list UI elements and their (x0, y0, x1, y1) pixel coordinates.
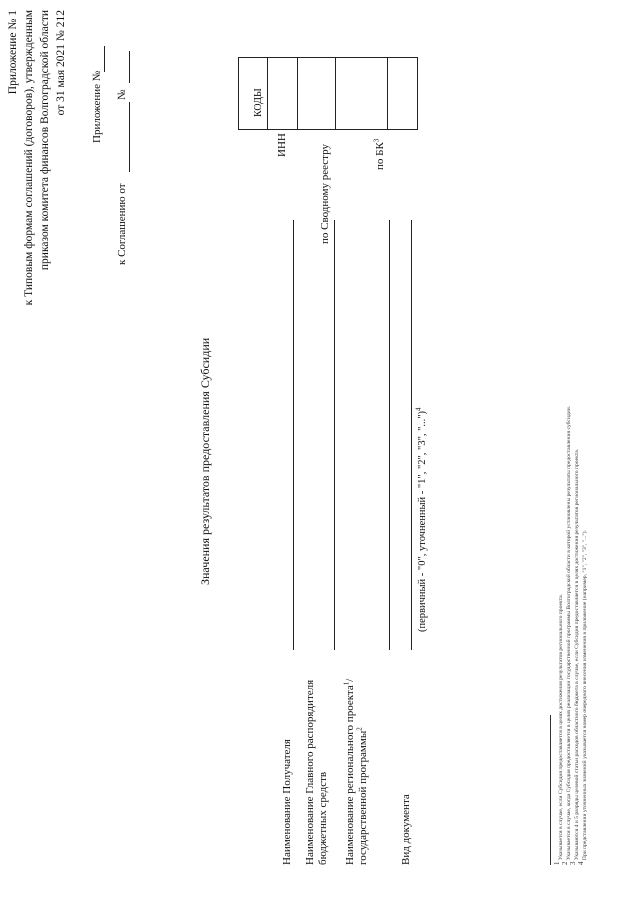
svodny-label: по Сводному реестру (319, 144, 331, 244)
footnote-1 (553, 594, 564, 865)
agreement-number-line (129, 51, 130, 83)
header-line-2: к Типовым формам соглашений (договоров), утвержденным (23, 10, 35, 306)
appendix-number-line (104, 46, 105, 72)
main-manager-label: Наименование Главного распорядителя бюджетных средств (304, 679, 329, 865)
bk-label-sup: 3 (372, 138, 381, 143)
main-manager-line (334, 220, 335, 650)
footnote-2 (561, 405, 572, 865)
header-line-3: приказом комитета финансов Волгоградской области (39, 10, 51, 271)
header-line-1: Приложение № 1 (7, 10, 19, 95)
footnote-4 (577, 530, 588, 865)
bk-label (372, 138, 386, 170)
codes-row-inn (267, 58, 268, 129)
footnote-2-num: 2 (561, 861, 569, 865)
doc-type-hint (414, 407, 429, 632)
agreement-label: к Соглашению от (116, 183, 128, 265)
footnote-rule (550, 715, 551, 865)
inn-label: ИНН (276, 133, 288, 157)
codes-header: КОДЫ (253, 88, 264, 117)
project-label (344, 665, 370, 865)
bk-label-text: по БК (374, 142, 386, 170)
header-line-4: от 31 мая 2021 № 212 (55, 10, 67, 116)
doc-type-hint-sup: 4 (414, 407, 423, 411)
page-title: Значения результатов предоставления Субсидии (198, 337, 212, 585)
appendix-label: Приложение № (91, 70, 103, 143)
agreement-date-line (129, 102, 130, 172)
recipient-line (293, 220, 294, 650)
doc-type-line (411, 220, 412, 650)
doc-type-hint-text: (первичный - "0", уточненный - "1", "2", "3", "...") (417, 410, 428, 632)
recipient-label: Наименование Получателя (281, 739, 293, 865)
agreement-no-sign: № (116, 89, 128, 100)
footnote-1-text: Указывается в случае, если Субсидия предоставляется в целях достижения результатов регионального проекта. (557, 594, 564, 861)
project-label-mid: / государственной программы (344, 678, 369, 865)
codes-row-doc (387, 58, 388, 129)
footnote-4-num: 4 (577, 861, 585, 865)
codes-row-bk (335, 58, 336, 129)
project-label-sup2: 2 (355, 727, 364, 731)
doc-type-label: Вид документа (400, 794, 412, 865)
footnote-3-text: Указываются 4 и 5 разряды целевой статьи расходов областного бюджета в случае, если Субсидия предоставляется в целях достижения результатов регионального проекта. (573, 448, 580, 861)
codes-table (238, 57, 418, 130)
codes-row-svodny (297, 58, 298, 129)
project-label-sup1: 1 (342, 681, 351, 686)
project-label-text: Наименование регионального проекта (344, 685, 356, 865)
project-line (389, 220, 390, 650)
footnote-1-num: 1 (553, 861, 561, 865)
footnote-3-num: 3 (569, 861, 577, 865)
footnote-4-text: При представлении уточненных значений указывается номер очередного внесения изменения в приложение (например, "1", "2", "3", "..."). (581, 530, 588, 861)
footnote-3 (569, 448, 580, 865)
footnote-2-text: Указывается в случае, когда Субсидия предоставляется в целях реализации государственной программы Волгоградской области в которой установлены результаты предоставления субсидии. (565, 405, 572, 861)
